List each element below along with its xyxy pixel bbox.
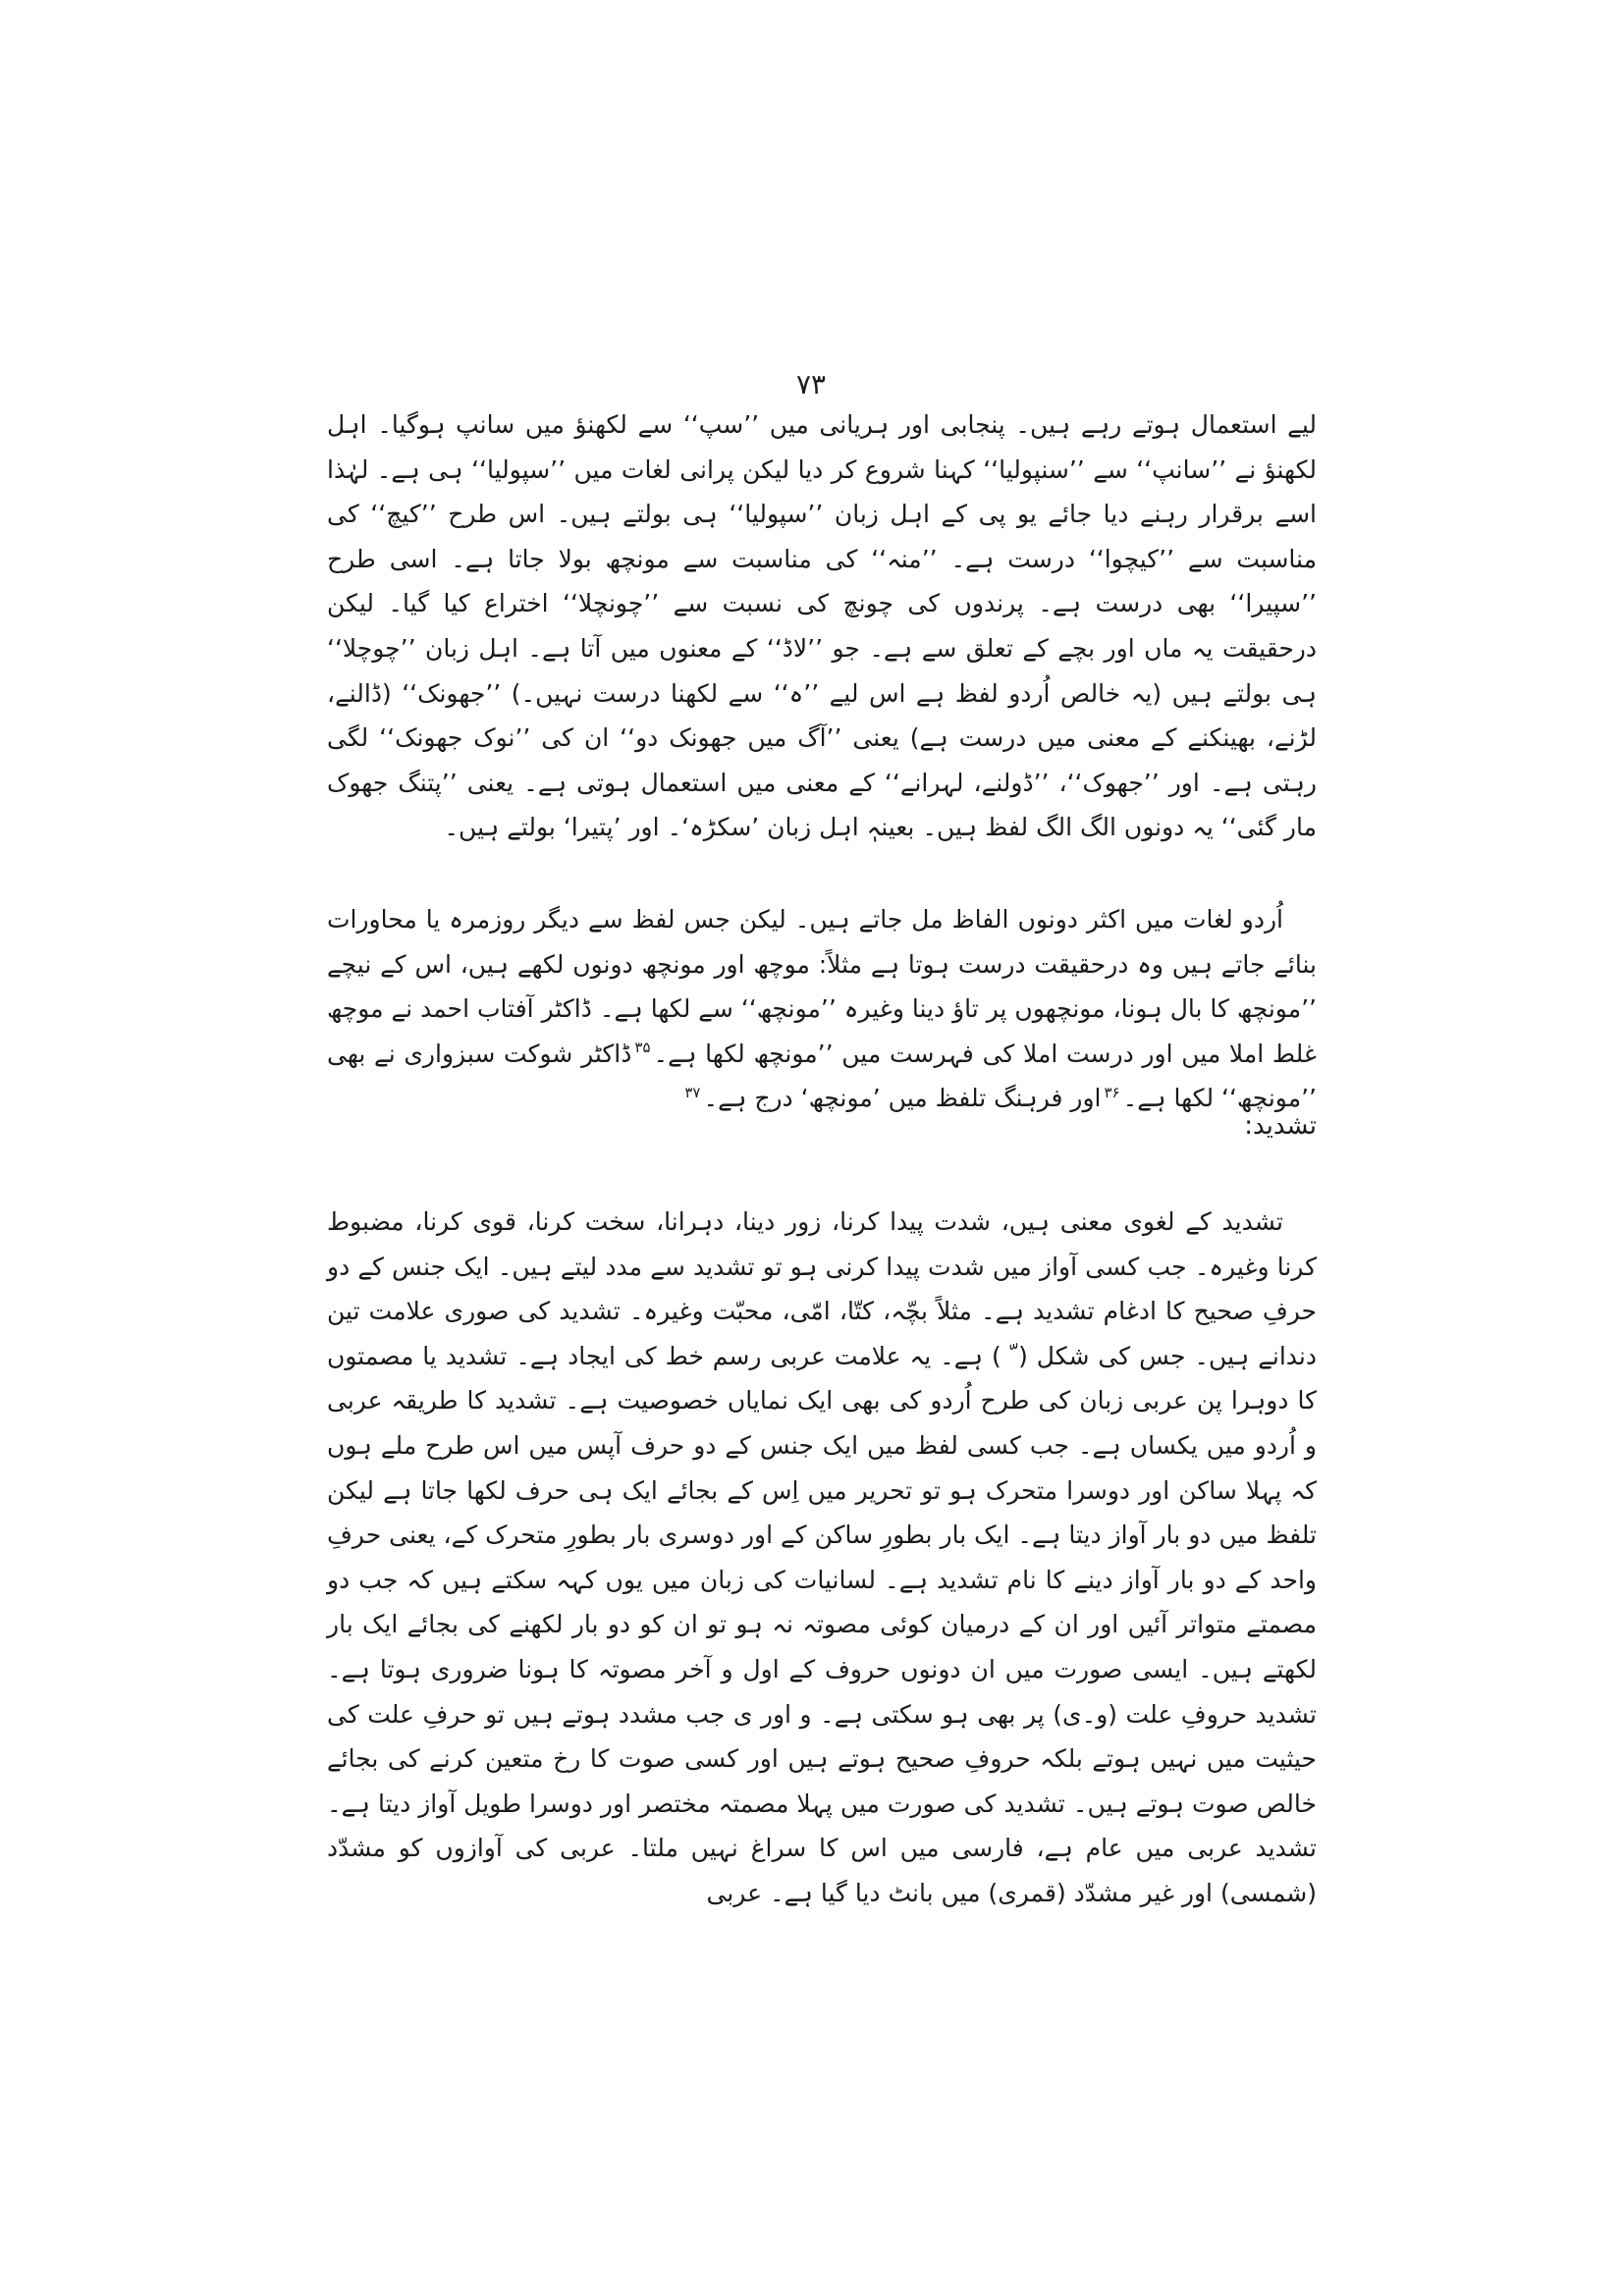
paragraph-2-text — [327, 897, 1317, 1121]
footnote-ref-35: ۳۵ — [634, 1039, 651, 1057]
page-number: ۷۳ — [795, 368, 827, 400]
section-heading: تشدید: — [1244, 1111, 1317, 1141]
footnote-ref-37: ۳۷ — [684, 1084, 701, 1102]
paragraph-2-main: اُردو لغات میں اکثر دونوں الفاظ مل جاتے ہیں۔ لیکن جس لفظ سے دیگر روزمرہ یا محاورات بنائے جاتے ہیں وہ درحقیقت درست ہوتا ہے مثلاً: موچھ اور مونچھ دونوں لکھے ہیں، اس کے نیچے ’’مونچھ کا بال ہونا، مونچھوں پر تاؤ دینا وغیرہ ’’مونچھ‘‘ سے لکھا ہے۔ ڈاکٹر آفتاب احمد نے موچھ غلط املا میں اور درست املا کی فہرست میں ’’مونچھ لکھا ہے۔ — [327, 905, 1317, 1068]
paragraph-1 — [327, 402, 1317, 850]
paragraph-3-text: تشدید کے لغوی معنی ہیں، شدت پیدا کرنا، زور دینا، دہرانا، سخت کرنا، قوی کرنا، مضبوط کرنا وغیرہ۔ جب کسی آواز میں شدت پیدا کرنی ہو تو تشدید سے مدد لیتے ہیں۔ ایک جنس کے دو حرفِ صحیح کا ادغام تشدید ہے۔ مثلاً بچّہ، کتّا، امّی، محبّت وغیرہ۔ تشدید کی صوری علامت تین دندانے ہیں۔ جس کی شکل ( ّ ) ہے۔ یہ علامت عربی رسم خط کی ایجاد ہے۔ تشدید یا مصمتوں کا دوہرا پن عربی زبان کی طرح اُردو کی بھی ایک نمایاں خصوصیت ہے۔ تشدید کا طریقہ عربی و اُردو میں یکساں ہے۔ جب کسی لفظ میں ایک جنس کے دو حرف آپس میں اس طرح ملے ہوں کہ پہلا ساکن اور دوسرا متحرک ہو تو تحریر میں اِس کے بجائے ایک ہی حرف لکھا جاتا ہے لیکن تلفظ میں دو بار آواز دیتا ہے۔ ایک بار بطورِ ساکن کے اور دوسری بار بطورِ متحرک کے، یعنی حرفِ واحد کے دو بار آواز دینے کا نام تشدید ہے۔ لسانیات کی زبان میں یوں کہہ سکتے ہیں کہ جب دو مصمتے متواتر آئیں اور ان کے درمیان کوئی مصوتہ نہ ہو تو ان کو دو بار لکھنے کی بجائے ایک بار لکھتے ہیں۔ ایسی صورت میں ان دونوں حروف کے اول و آخر مصوتہ کا ہونا ضروری ہوتا ہے۔ تشدید حروفِ علت (و۔ی) پر بھی ہو سکتی ہے۔ و اور ی جب مشدد ہوتے ہیں تو حرفِ علت کی حیثیت میں نہیں ہوتے بلکہ حروفِ صحیح ہوتے ہیں اور کسی صوت کا رخ متعین کرنے کی بجائے خالص صوت ہوتے ہیں۔ تشدید کی صورت میں پہلا مصمتہ مختصر اور دوسرا طویل آواز دیتا ہے۔ تشدید عربی میں عام ہے، فارسی میں اس کا سراغ نہیں ملتا۔ عربی کی آوازوں کو مشدّد (شمسی) اور غیر مشدّد (قمری) میں بانٹ دیا گیا ہے۔ عربی — [327, 1207, 1317, 1907]
footnote-ref-36: ۳۶ — [1104, 1084, 1120, 1102]
paragraph-3 — [327, 1200, 1317, 1916]
paragraph-2 — [327, 897, 1317, 1121]
paragraph-2-continued-1: ڈاکٹر شوکت سبزواری نے بھی ’’مونچھ‘‘ لکھا ہے۔ — [327, 1039, 1317, 1113]
paragraph-1-text: لیے استعمال ہوتے رہے ہیں۔ پنجابی اور ہریانی میں ’’سپ‘‘ سے لکھنؤ میں سانپ ہوگیا۔ اہل لکھنؤ نے ’’سانپ‘‘ سے ’’سنپولیا‘‘ کہنا شروع کر دیا لیکن پرانی لغات میں ’’سپولیا‘‘ ہی ہے۔ لہٰذا اسے برقرار رہنے دیا جائے یو پی کے اہل زبان ’’سپولیا‘‘ ہی بولتے ہیں۔ اس طرح ’’کیچ‘‘ کی مناسبت سے ’’کیچوا‘‘ درست ہے۔ ’’منہ‘‘ کی مناسبت سے مونچھ بولا جاتا ہے۔ اسی طرح ’’سپیرا‘‘ بھی درست ہے۔ پرندوں کی چونچ کی نسبت سے ’’چونچلا‘‘ اختراع کیا گیا۔ لیکن درحقیقت یہ ماں اور بچے کے تعلق سے ہے۔ جو ’’لاڈ‘‘ کے معنوں میں آتا ہے۔ اہل زبان ’’چوچلا‘‘ ہی بولتے ہیں (یہ خالص اُردو لفظ ہے اس لیے ’’ہ‘‘ سے لکھنا درست نہیں۔) ’’جھونک‘‘ (ڈالنے، لڑنے، بھینکنے کے معنی میں درست ہے) یعنی ’’آگ میں جھونک دو‘‘ ان کی ’’نوک جھونک‘‘ لگی رہتی ہے۔ اور ’’جھوک‘‘، ’’ڈولنے، لہرانے‘‘ کے معنی میں استعمال ہوتی ہے۔ یعنی ’’پتنگ جھوک مار گئی‘‘ یہ دونوں الگ الگ لفظ ہیں۔ بعینہٖ اہل زبان ’سکڑہ‘۔ اور ’پتیرا‘ بولتے ہیں۔ — [327, 410, 1317, 842]
paragraph-2-continued-2: اور فرہنگ تلفظ میں ’مونچھ‘ درج ہے۔ — [703, 1084, 1102, 1113]
